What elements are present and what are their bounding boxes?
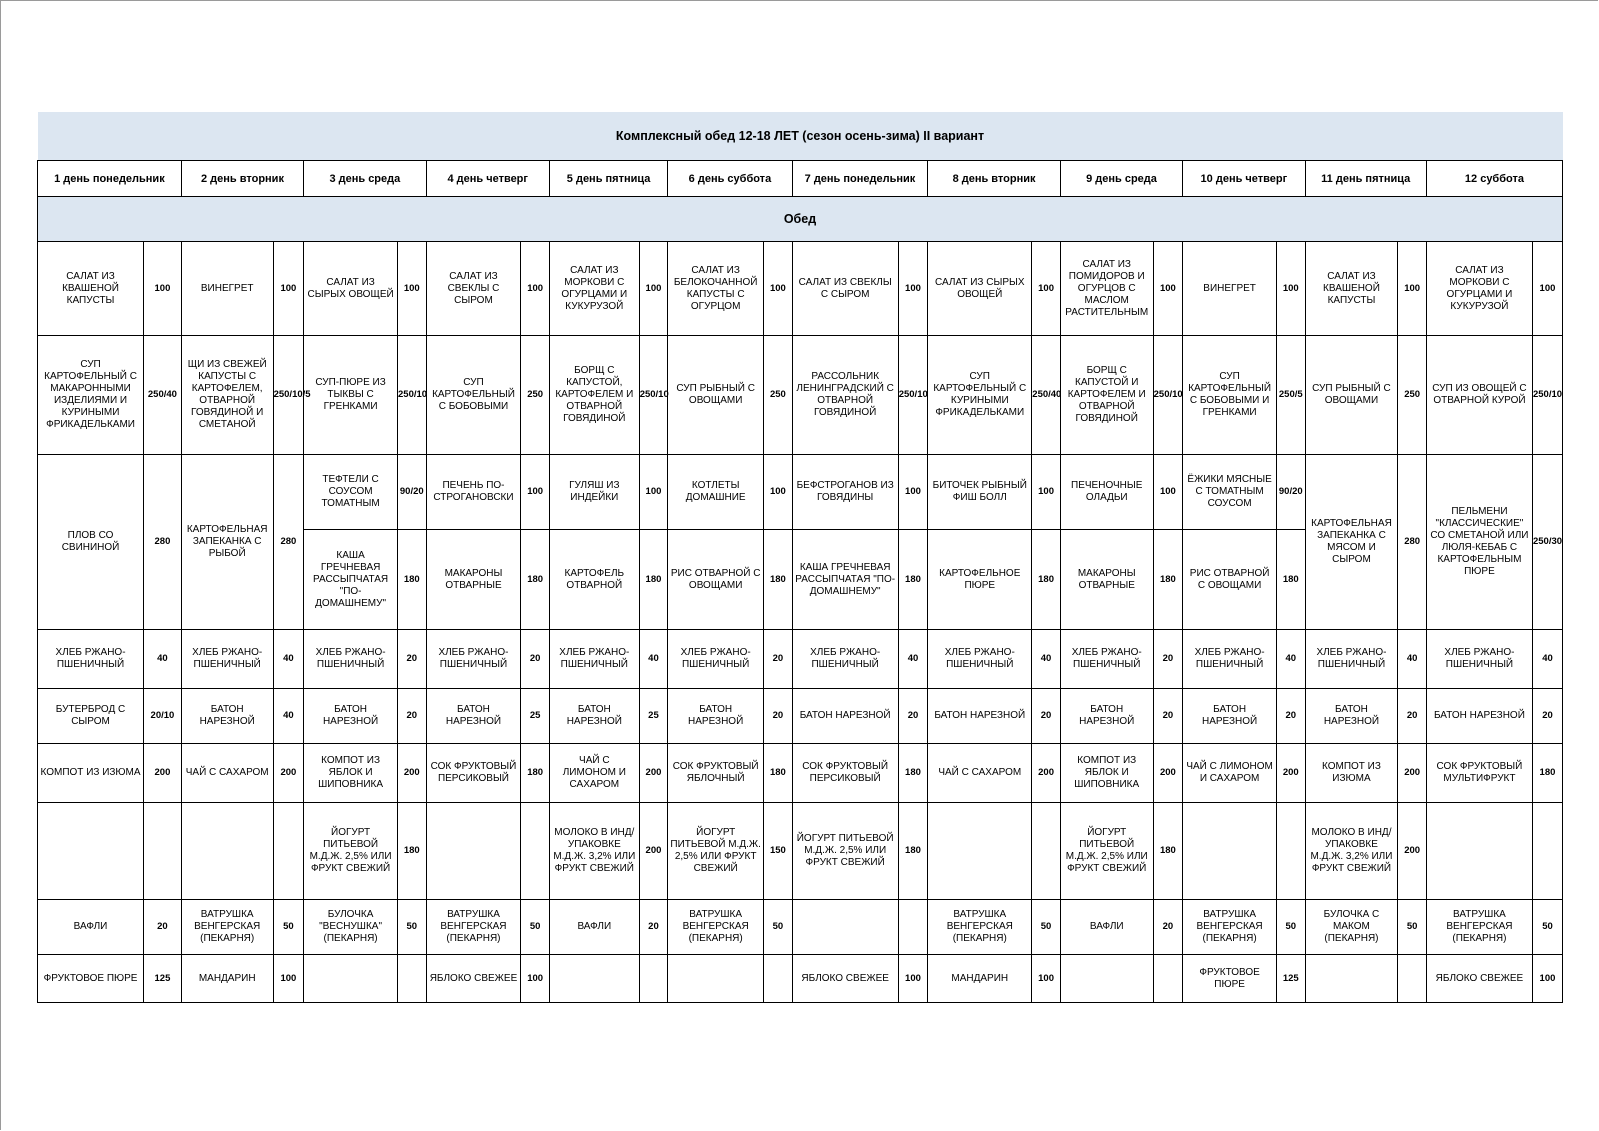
quantity-cell: 250 xyxy=(1398,336,1427,455)
day-header: 11 день пятница xyxy=(1305,161,1426,197)
dish-cell: ЙОГУРТ ПИТЬЕВОЙ М.Д.Ж. 2,5% ИЛИ ФРУКТ СВЕЖИЙ xyxy=(304,803,398,900)
quantity-cell: 100 xyxy=(1032,455,1061,530)
quantity-cell xyxy=(273,803,304,900)
quantity-cell: 180 xyxy=(1277,530,1306,630)
dish-cell: ВАТРУШКА ВЕНГЕРСКАЯ (ПЕКАРНЯ) xyxy=(181,900,273,955)
quantity-cell: 40 xyxy=(1398,630,1427,689)
quantity-cell: 180 xyxy=(521,744,550,803)
quantity-cell: 200 xyxy=(398,744,427,803)
title-row xyxy=(38,112,1563,161)
day-header: 1 день понедельник xyxy=(38,161,182,197)
quantity-cell xyxy=(398,955,427,1003)
dish-cell: ХЛЕБ РЖАНО-ПШЕНИЧНЫЙ xyxy=(38,630,144,689)
quantity-cell: 180 xyxy=(521,530,550,630)
bakery-row xyxy=(38,900,1563,955)
quantity-cell: 100 xyxy=(273,242,304,336)
quantity-cell: 125 xyxy=(1277,955,1306,1003)
dish-cell: КАРТОФЕЛЬНАЯ ЗАПЕКАНКА С РЫБОЙ xyxy=(181,455,273,630)
quantity-cell xyxy=(639,955,668,1003)
dish-cell: СУП КАРТОФЕЛЬНЫЙ С БОБОВЫМИ xyxy=(426,336,521,455)
quantity-cell: 20 xyxy=(1153,900,1183,955)
dish-cell: КАРТОФЕЛЬНОЕ ПЮРЕ xyxy=(928,530,1032,630)
quantity-cell xyxy=(521,803,550,900)
dish-cell: ЩИ ИЗ СВЕЖЕЙ КАПУСТЫ С КАРТОФЕЛЕМ, ОТВАРНОЙ ГОВЯДИНОЙ И СМЕТАНОЙ xyxy=(181,336,273,455)
dish-cell: ЧАЙ С САХАРОМ xyxy=(928,744,1032,803)
dish-cell: ХЛЕБ РЖАНО-ПШЕНИЧНЫЙ xyxy=(1183,630,1277,689)
quantity-cell: 100 xyxy=(898,242,928,336)
quantity-cell: 200 xyxy=(273,744,304,803)
dish-cell: ВИНЕГРЕТ xyxy=(181,242,273,336)
dish-cell: БУТЕРБРОД С СЫРОМ xyxy=(38,689,144,744)
dish-cell: ФРУКТОВОЕ ПЮРЕ xyxy=(1183,955,1277,1003)
quantity-cell: 100 xyxy=(1032,955,1061,1003)
quantity-cell: 100 xyxy=(521,242,550,336)
dish-cell xyxy=(549,955,639,1003)
quantity-cell: 250/40 xyxy=(1032,336,1061,455)
quantity-cell: 200 xyxy=(639,744,668,803)
quantity-cell: 280 xyxy=(273,455,304,630)
dish-cell: ПЕЛЬМЕНИ "КЛАССИЧЕСКИЕ" СО СМЕТАНОЙ ИЛИ ЛЮЛЯ-КЕБАБ С КАРТОФЕЛЬНЫМ ПЮРЕ xyxy=(1426,455,1532,630)
dish-cell: САЛАТ ИЗ МОРКОВИ С ОГУРЦАМИ И КУКУРУЗОЙ xyxy=(1426,242,1532,336)
menu-title: Комплексный обед 12-18 ЛЕТ (сезон осень-зима) II вариант xyxy=(38,112,1563,161)
dish-cell: ХЛЕБ РЖАНО-ПШЕНИЧНЫЙ xyxy=(549,630,639,689)
dish-cell: ХЛЕБ РЖАНО-ПШЕНИЧНЫЙ xyxy=(792,630,898,689)
dish-cell xyxy=(1426,803,1532,900)
quantity-cell: 180 xyxy=(898,530,928,630)
quantity-cell xyxy=(144,803,182,900)
dish-cell: ЙОГУРТ ПИТЬЕВОЙ М.Д.Ж. 2,5% ИЛИ ФРУКТ СВЕЖИЙ xyxy=(792,803,898,900)
quantity-cell: 100 xyxy=(273,955,304,1003)
dish-cell xyxy=(668,955,764,1003)
quantity-cell: 125 xyxy=(144,955,182,1003)
dish-cell: БОРЩ С КАПУСТОЙ, КАРТОФЕЛЕМ И ОТВАРНОЙ ГОВЯДИНОЙ xyxy=(549,336,639,455)
quantity-cell: 20/10 xyxy=(144,689,182,744)
quantity-cell: 180 xyxy=(764,744,793,803)
quantity-cell: 40 xyxy=(1277,630,1306,689)
day-header: 3 день среда xyxy=(304,161,426,197)
quantity-cell: 40 xyxy=(273,689,304,744)
quantity-cell: 50 xyxy=(1532,900,1562,955)
quantity-cell: 250/10/5 xyxy=(273,336,304,455)
dish-cell: СУП РЫБНЫЙ С ОВОЩАМИ xyxy=(668,336,764,455)
dish-cell: БАТОН НАРЕЗНОЙ xyxy=(549,689,639,744)
dish-cell: ВАТРУШКА ВЕНГЕРСКАЯ (ПЕКАРНЯ) xyxy=(1183,900,1277,955)
day-header: 6 день суббота xyxy=(668,161,792,197)
drink-row xyxy=(38,744,1563,803)
quantity-cell: 25 xyxy=(639,689,668,744)
quantity-cell: 100 xyxy=(1532,242,1562,336)
dish-cell: ХЛЕБ РЖАНО-ПШЕНИЧНЫЙ xyxy=(1060,630,1153,689)
quantity-cell: 200 xyxy=(1032,744,1061,803)
quantity-cell: 180 xyxy=(1153,530,1183,630)
dish-cell: ВИНЕГРЕТ xyxy=(1183,242,1277,336)
dish-cell: САЛАТ ИЗ ПОМИДОРОВ И ОГУРЦОВ С МАСЛОМ РАСТИТЕЛЬНЫМ xyxy=(1060,242,1153,336)
quantity-cell: 50 xyxy=(1277,900,1306,955)
baton-row xyxy=(38,689,1563,744)
bread-row xyxy=(38,630,1563,689)
quantity-cell: 40 xyxy=(639,630,668,689)
dish-cell: ВАТРУШКА ВЕНГЕРСКАЯ (ПЕКАРНЯ) xyxy=(426,900,521,955)
quantity-cell xyxy=(764,955,793,1003)
dish-cell: СУП РЫБНЫЙ С ОВОЩАМИ xyxy=(1305,336,1398,455)
quantity-cell: 100 xyxy=(639,242,668,336)
dish-cell: МОЛОКО В ИНД/ УПАКОВКЕ М.Д.Ж. 3,2% ИЛИ ФРУКТ СВЕЖИЙ xyxy=(549,803,639,900)
dish-cell: ПЕЧЕНЬ ПО-СТРОГАНОВСКИ xyxy=(426,455,521,530)
dish-cell: ПЛОВ СО СВИНИНОЙ xyxy=(38,455,144,630)
day-header: 7 день понедельник xyxy=(792,161,928,197)
quantity-cell: 50 xyxy=(398,900,427,955)
dish-cell: САЛАТ ИЗ СЫРЫХ ОВОЩЕЙ xyxy=(304,242,398,336)
dish-cell xyxy=(181,803,273,900)
quantity-cell: 20 xyxy=(1153,689,1183,744)
dish-cell: ХЛЕБ РЖАНО-ПШЕНИЧНЫЙ xyxy=(1305,630,1398,689)
dish-cell: САЛАТ ИЗ КВАШЕНОЙ КАПУСТЫ xyxy=(1305,242,1398,336)
dish-cell: САЛАТ ИЗ СВЕКЛЫ С СЫРОМ xyxy=(792,242,898,336)
quantity-cell: 180 xyxy=(639,530,668,630)
day-header: 2 день вторник xyxy=(181,161,303,197)
quantity-cell: 100 xyxy=(521,955,550,1003)
dish-cell: КАША ГРЕЧНЕВАЯ РАССЫПЧАТАЯ "ПО-ДОМАШНЕМУ" xyxy=(792,530,898,630)
quantity-cell: 40 xyxy=(1532,630,1562,689)
dish-cell: РАССОЛЬНИК ЛЕНИНГРАДСКИЙ С ОТВАРНОЙ ГОВЯДИНОЙ xyxy=(792,336,898,455)
dish-cell: ХЛЕБ РЖАНО-ПШЕНИЧНЫЙ xyxy=(304,630,398,689)
dish-cell: КАРТОФЕЛЬНАЯ ЗАПЕКАНКА С МЯСОМ И СЫРОМ xyxy=(1305,455,1398,630)
quantity-cell: 20 xyxy=(1532,689,1562,744)
dish-cell: СОК ФРУКТОВЫЙ ПЕРСИКОВЫЙ xyxy=(792,744,898,803)
quantity-cell: 250/30 xyxy=(1532,455,1562,630)
quantity-cell: 20 xyxy=(398,630,427,689)
dish-cell: БАТОН НАРЕЗНОЙ xyxy=(304,689,398,744)
dish-cell: ТЕФТЕЛИ С СОУСОМ ТОМАТНЫМ xyxy=(304,455,398,530)
quantity-cell: 50 xyxy=(273,900,304,955)
day-header: 5 день пятница xyxy=(549,161,667,197)
quantity-cell: 180 xyxy=(398,803,427,900)
quantity-cell: 90/20 xyxy=(398,455,427,530)
dish-cell: МАКАРОНЫ ОТВАРНЫЕ xyxy=(1060,530,1153,630)
dish-cell: БАТОН НАРЕЗНОЙ xyxy=(1426,689,1532,744)
quantity-cell: 250/10 xyxy=(639,336,668,455)
quantity-cell: 180 xyxy=(1032,530,1061,630)
quantity-cell: 100 xyxy=(764,455,793,530)
quantity-cell: 250/10 xyxy=(898,336,928,455)
dish-cell: ЧАЙ С ЛИМОНОМ И САХАРОМ xyxy=(549,744,639,803)
dairy-row xyxy=(38,803,1563,900)
quantity-cell: 180 xyxy=(1153,803,1183,900)
dish-cell: БАТОН НАРЕЗНОЙ xyxy=(928,689,1032,744)
dish-cell: ЯБЛОКО СВЕЖЕЕ xyxy=(426,955,521,1003)
dish-cell: БАТОН НАРЕЗНОЙ xyxy=(792,689,898,744)
dish-cell: БАТОН НАРЕЗНОЙ xyxy=(181,689,273,744)
quantity-cell: 100 xyxy=(639,455,668,530)
quantity-cell: 20 xyxy=(764,630,793,689)
quantity-cell: 40 xyxy=(1032,630,1061,689)
quantity-cell: 100 xyxy=(1032,242,1061,336)
dish-cell: РИС ОТВАРНОЙ С ОВОЩАМИ xyxy=(1183,530,1277,630)
quantity-cell: 250/5 xyxy=(1277,336,1306,455)
dish-cell: САЛАТ ИЗ БЕЛОКОЧАННОЙ КАПУСТЫ С ОГУРЦОМ xyxy=(668,242,764,336)
dish-cell: ХЛЕБ РЖАНО-ПШЕНИЧНЫЙ xyxy=(426,630,521,689)
quantity-cell: 100 xyxy=(398,242,427,336)
quantity-cell: 280 xyxy=(144,455,182,630)
quantity-cell: 250/10 xyxy=(398,336,427,455)
dish-cell xyxy=(38,803,144,900)
dish-cell: МАНДАРИН xyxy=(181,955,273,1003)
quantity-cell: 20 xyxy=(144,900,182,955)
dish-cell: САЛАТ ИЗ МОРКОВИ С ОГУРЦАМИ И КУКУРУЗОЙ xyxy=(549,242,639,336)
dish-cell: БАТОН НАРЕЗНОЙ xyxy=(668,689,764,744)
quantity-cell: 250 xyxy=(521,336,550,455)
quantity-cell: 100 xyxy=(898,955,928,1003)
quantity-cell: 250/10 xyxy=(1532,336,1562,455)
quantity-cell: 100 xyxy=(521,455,550,530)
dish-cell: ЙОГУРТ ПИТЬЕВОЙ М.Д.Ж. 2,5% ИЛИ ФРУКТ СВЕЖИЙ xyxy=(668,803,764,900)
quantity-cell xyxy=(1398,955,1427,1003)
dish-cell: СОК ФРУКТОВЫЙ МУЛЬТИФРУКТ xyxy=(1426,744,1532,803)
dish-cell: ВАФЛИ xyxy=(1060,900,1153,955)
dish-cell: БОРЩ С КАПУСТОЙ И КАРТОФЕЛЕМ И ОТВАРНОЙ ГОВЯДИНОЙ xyxy=(1060,336,1153,455)
dish-cell: КОМПОТ ИЗ ЯБЛОК И ШИПОВНИКА xyxy=(1060,744,1153,803)
quantity-cell: 50 xyxy=(521,900,550,955)
quantity-cell: 100 xyxy=(1398,242,1427,336)
dish-cell: ЁЖИКИ МЯСНЫЕ С ТОМАТНЫМ СОУСОМ xyxy=(1183,455,1277,530)
quantity-cell: 20 xyxy=(898,689,928,744)
dish-cell: КОМПОТ ИЗ ИЗЮМА xyxy=(38,744,144,803)
quantity-cell: 100 xyxy=(1153,242,1183,336)
quantity-cell xyxy=(1032,803,1061,900)
dish-cell: БАТОН НАРЕЗНОЙ xyxy=(1183,689,1277,744)
quantity-cell xyxy=(1277,803,1306,900)
dish-cell: ВАТРУШКА ВЕНГЕРСКАЯ (ПЕКАРНЯ) xyxy=(668,900,764,955)
quantity-cell: 180 xyxy=(898,803,928,900)
dish-cell: СОК ФРУКТОВЫЙ ЯБЛОЧНЫЙ xyxy=(668,744,764,803)
dish-cell: ВАФЛИ xyxy=(549,900,639,955)
dish-cell: БЕФСТРОГАНОВ ИЗ ГОВЯДИНЫ xyxy=(792,455,898,530)
dish-cell: ХЛЕБ РЖАНО-ПШЕНИЧНЫЙ xyxy=(928,630,1032,689)
quantity-cell: 200 xyxy=(639,803,668,900)
dish-cell: ФРУКТОВОЕ ПЮРЕ xyxy=(38,955,144,1003)
dish-cell: ХЛЕБ РЖАНО-ПШЕНИЧНЫЙ xyxy=(181,630,273,689)
dish-cell: СУП ИЗ ОВОЩЕЙ С ОТВАРНОЙ КУРОЙ xyxy=(1426,336,1532,455)
dish-cell: ВАТРУШКА ВЕНГЕРСКАЯ (ПЕКАРНЯ) xyxy=(1426,900,1532,955)
dish-cell: БУЛОЧКА "ВЕСНУШКА" (ПЕКАРНЯ) xyxy=(304,900,398,955)
quantity-cell xyxy=(1153,955,1183,1003)
quantity-cell: 50 xyxy=(1032,900,1061,955)
quantity-cell: 250/10 xyxy=(1153,336,1183,455)
quantity-cell: 100 xyxy=(1532,955,1562,1003)
section-title: Обед xyxy=(38,197,1563,242)
dish-cell: ЧАЙ С САХАРОМ xyxy=(181,744,273,803)
dish-cell: СУП-ПЮРЕ ИЗ ТЫКВЫ С ГРЕНКАМИ xyxy=(304,336,398,455)
day-header-row xyxy=(38,161,1563,197)
dish-cell: ЯБЛОКО СВЕЖЕЕ xyxy=(792,955,898,1003)
quantity-cell: 100 xyxy=(144,242,182,336)
quantity-cell: 20 xyxy=(1398,689,1427,744)
dish-cell: ХЛЕБ РЖАНО-ПШЕНИЧНЫЙ xyxy=(668,630,764,689)
dish-cell: ЯБЛОКО СВЕЖЕЕ xyxy=(1426,955,1532,1003)
dish-cell: КОТЛЕТЫ ДОМАШНИЕ xyxy=(668,455,764,530)
quantity-cell: 40 xyxy=(144,630,182,689)
dish-cell: КАША ГРЕЧНЕВАЯ РАССЫПЧАТАЯ "ПО-ДОМАШНЕМУ" xyxy=(304,530,398,630)
dish-cell: БАТОН НАРЕЗНОЙ xyxy=(1305,689,1398,744)
quantity-cell: 100 xyxy=(1277,242,1306,336)
main-course-row xyxy=(38,455,1563,530)
dish-cell: МОЛОКО В ИНД/ УПАКОВКЕ М.Д.Ж. 3,2% ИЛИ ФРУКТ СВЕЖИЙ xyxy=(1305,803,1398,900)
quantity-cell: 100 xyxy=(898,455,928,530)
quantity-cell: 200 xyxy=(144,744,182,803)
quantity-cell: 250/40 xyxy=(144,336,182,455)
quantity-cell: 150 xyxy=(764,803,793,900)
quantity-cell: 280 xyxy=(1398,455,1427,630)
quantity-cell: 250 xyxy=(764,336,793,455)
dish-cell xyxy=(1183,803,1277,900)
dish-cell xyxy=(1305,955,1398,1003)
quantity-cell: 20 xyxy=(1032,689,1061,744)
quantity-cell: 100 xyxy=(1153,455,1183,530)
day-header: 12 суббота xyxy=(1426,161,1562,197)
dish-cell xyxy=(1060,955,1153,1003)
dish-cell xyxy=(426,803,521,900)
dish-cell: САЛАТ ИЗ СЫРЫХ ОВОЩЕЙ xyxy=(928,242,1032,336)
dish-cell xyxy=(304,955,398,1003)
lunch-menu-table xyxy=(37,112,1563,1003)
quantity-cell: 200 xyxy=(1277,744,1306,803)
dish-cell: ХЛЕБ РЖАНО-ПШЕНИЧНЫЙ xyxy=(1426,630,1532,689)
dish-cell: СОК ФРУКТОВЫЙ ПЕРСИКОВЫЙ xyxy=(426,744,521,803)
quantity-cell: 20 xyxy=(398,689,427,744)
dish-cell: ВАТРУШКА ВЕНГЕРСКАЯ (ПЕКАРНЯ) xyxy=(928,900,1032,955)
quantity-cell: 180 xyxy=(898,744,928,803)
dish-cell: БИТОЧЕК РЫБНЫЙ ФИШ БОЛЛ xyxy=(928,455,1032,530)
dish-cell xyxy=(792,900,898,955)
quantity-cell: 200 xyxy=(1153,744,1183,803)
fruit-row xyxy=(38,955,1563,1003)
quantity-cell: 200 xyxy=(1398,803,1427,900)
dish-cell: БАТОН НАРЕЗНОЙ xyxy=(426,689,521,744)
dish-cell: СУП КАРТОФЕЛЬНЫЙ С МАКАРОННЫМИ ИЗДЕЛИЯМИ И КУРИНЫМИ ФРИКАДЕЛЬКАМИ xyxy=(38,336,144,455)
quantity-cell xyxy=(898,900,928,955)
dish-cell: СУП КАРТОФЕЛЬНЫЙ С КУРИНЫМИ ФРИКАДЕЛЬКАМИ xyxy=(928,336,1032,455)
dish-cell: КАРТОФЕЛЬ ОТВАРНОЙ xyxy=(549,530,639,630)
dish-cell: РИС ОТВАРНОЙ С ОВОЩАМИ xyxy=(668,530,764,630)
quantity-cell: 200 xyxy=(1398,744,1427,803)
dish-cell: САЛАТ ИЗ КВАШЕНОЙ КАПУСТЫ xyxy=(38,242,144,336)
day-header: 10 день четверг xyxy=(1183,161,1305,197)
dish-cell: ПЕЧЕНОЧНЫЕ ОЛАДЬИ xyxy=(1060,455,1153,530)
dish-cell: КОМПОТ ИЗ ИЗЮМА xyxy=(1305,744,1398,803)
day-header: 4 день четверг xyxy=(426,161,549,197)
quantity-cell: 20 xyxy=(639,900,668,955)
quantity-cell: 180 xyxy=(1532,744,1562,803)
quantity-cell: 50 xyxy=(764,900,793,955)
quantity-cell: 20 xyxy=(1277,689,1306,744)
dish-cell: ЧАЙ С ЛИМОНОМ И САХАРОМ xyxy=(1183,744,1277,803)
section-row xyxy=(38,197,1563,242)
quantity-cell: 20 xyxy=(1153,630,1183,689)
dish-cell: ГУЛЯШ ИЗ ИНДЕЙКИ xyxy=(549,455,639,530)
dish-cell: МАНДАРИН xyxy=(928,955,1032,1003)
dish-cell: ЙОГУРТ ПИТЬЕВОЙ М.Д.Ж. 2,5% ИЛИ ФРУКТ СВЕЖИЙ xyxy=(1060,803,1153,900)
soup-row xyxy=(38,336,1563,455)
quantity-cell: 100 xyxy=(764,242,793,336)
quantity-cell: 180 xyxy=(398,530,427,630)
dish-cell xyxy=(928,803,1032,900)
quantity-cell: 180 xyxy=(764,530,793,630)
salad-row xyxy=(38,242,1563,336)
quantity-cell: 25 xyxy=(521,689,550,744)
quantity-cell: 20 xyxy=(521,630,550,689)
quantity-cell: 50 xyxy=(1398,900,1427,955)
quantity-cell: 20 xyxy=(764,689,793,744)
quantity-cell: 40 xyxy=(273,630,304,689)
dish-cell: ВАФЛИ xyxy=(38,900,144,955)
dish-cell: БУЛОЧКА С МАКОМ (ПЕКАРНЯ) xyxy=(1305,900,1398,955)
day-header: 8 день вторник xyxy=(928,161,1061,197)
dish-cell: МАКАРОНЫ ОТВАРНЫЕ xyxy=(426,530,521,630)
quantity-cell xyxy=(1532,803,1562,900)
dish-cell: КОМПОТ ИЗ ЯБЛОК И ШИПОВНИКА xyxy=(304,744,398,803)
dish-cell: САЛАТ ИЗ СВЕКЛЫ С СЫРОМ xyxy=(426,242,521,336)
day-header: 9 день среда xyxy=(1060,161,1182,197)
quantity-cell: 90/20 xyxy=(1277,455,1306,530)
quantity-cell: 40 xyxy=(898,630,928,689)
dish-cell: СУП КАРТОФЕЛЬНЫЙ С БОБОВЫМИ И ГРЕНКАМИ xyxy=(1183,336,1277,455)
dish-cell: БАТОН НАРЕЗНОЙ xyxy=(1060,689,1153,744)
